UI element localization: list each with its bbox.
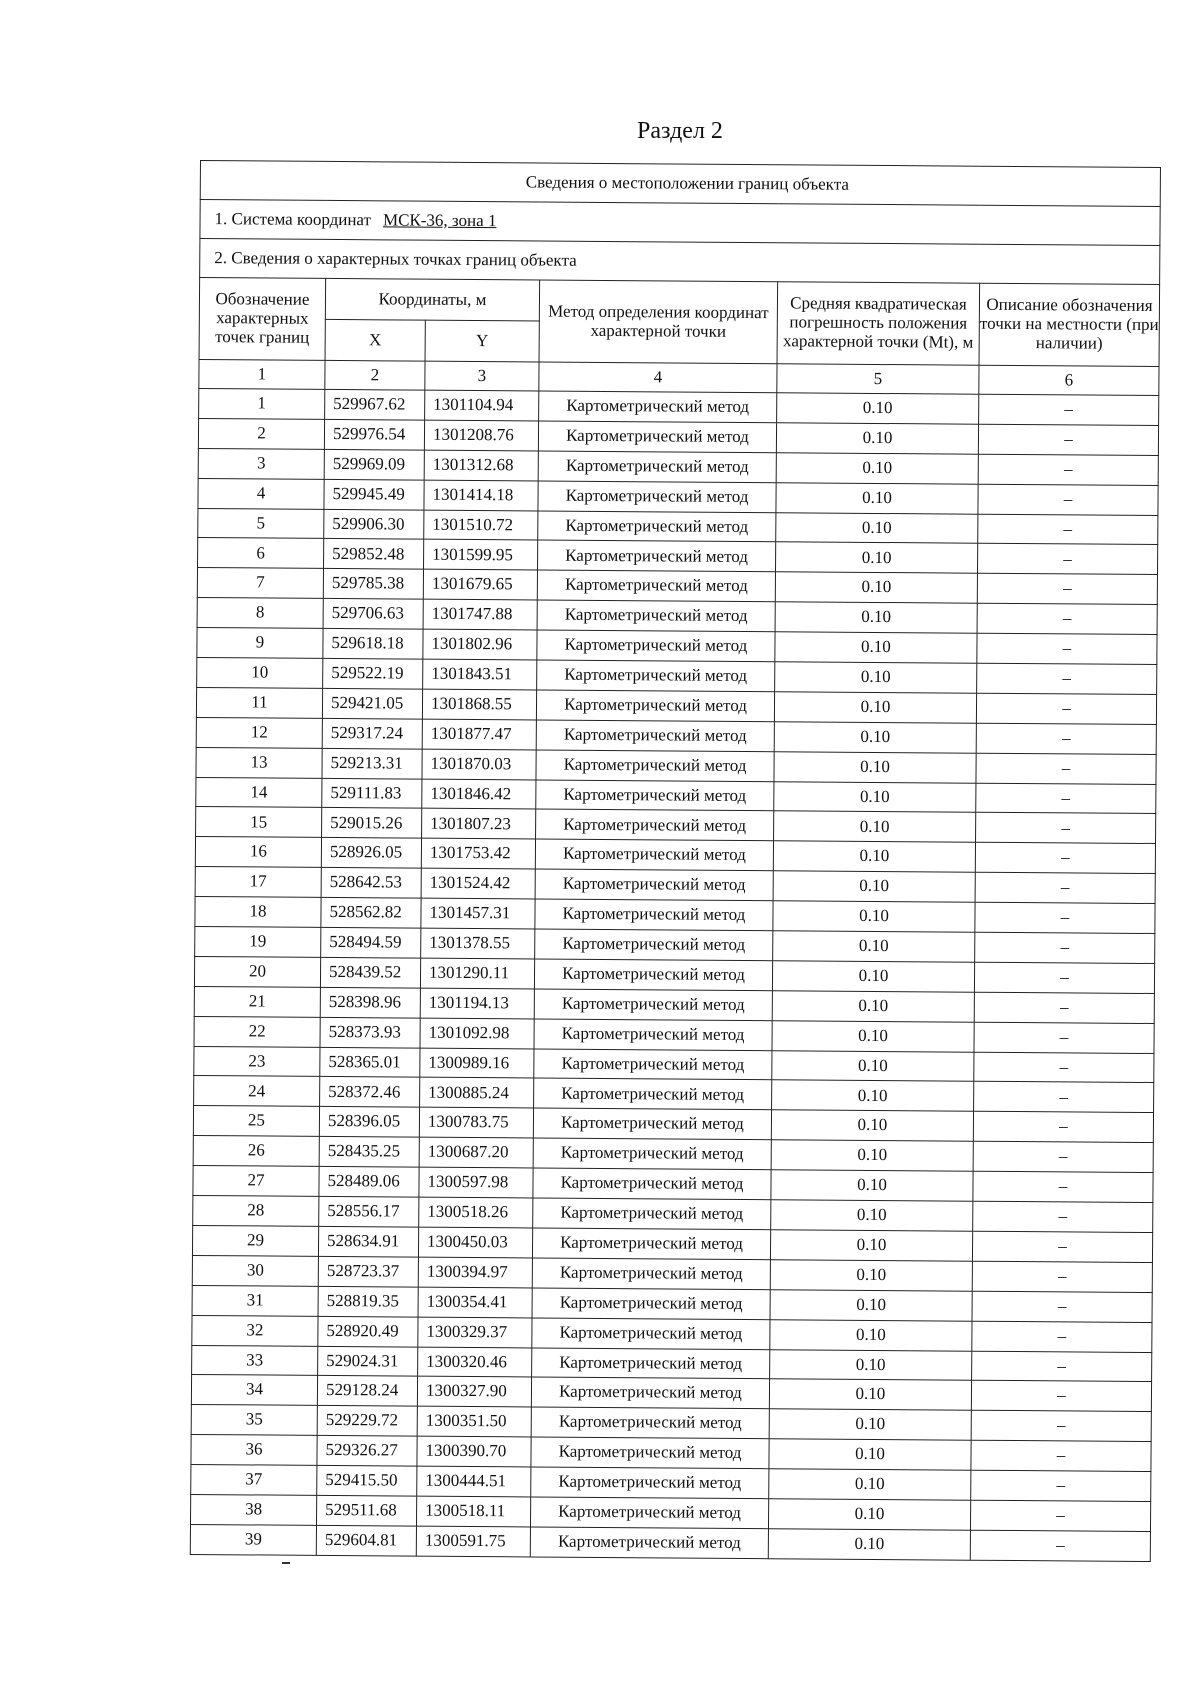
description-cell: –	[976, 783, 1156, 814]
description-cell: –	[978, 484, 1158, 515]
header-method: Метод определения координат характерной точки	[539, 280, 778, 364]
table-row	[190, 1524, 1150, 1561]
error-cell: 0.10	[771, 1200, 973, 1231]
y-coordinate-cell: 1300320.46	[418, 1347, 532, 1378]
y-coordinate-cell: 1301870.03	[422, 749, 536, 780]
y-coordinate-cell: 1301290.11	[420, 958, 534, 989]
x-coordinate-cell: 529852.48	[324, 539, 424, 570]
method-cell: Картометрический метод	[534, 1049, 772, 1081]
y-coordinate-cell: 1300885.24	[420, 1078, 534, 1109]
y-coordinate-cell: 1301877.47	[422, 719, 536, 750]
method-cell: Картометрический метод	[538, 421, 776, 453]
error-cell: 0.10	[771, 1110, 973, 1141]
points-title: 2. Сведения о характерных точках границ объекта	[200, 239, 1160, 285]
method-cell: Картометрический метод	[532, 1347, 770, 1379]
point-number-cell: 15	[196, 807, 322, 838]
y-coordinate-cell: 1301679.65	[423, 569, 537, 600]
y-coordinate-cell: 1300327.90	[417, 1377, 531, 1408]
x-coordinate-cell: 528489.06	[319, 1167, 419, 1198]
description-cell: –	[973, 1171, 1153, 1202]
error-cell: 0.10	[772, 961, 974, 992]
y-coordinate-cell: 1301510.72	[424, 510, 538, 541]
error-cell: 0.10	[774, 751, 976, 782]
description-cell: –	[973, 1201, 1153, 1232]
x-coordinate-cell: 528926.05	[321, 838, 421, 869]
coord-system-value: МСК-36, зона 1	[382, 209, 497, 230]
point-number-cell: 26	[193, 1136, 319, 1167]
header-x: X	[325, 319, 425, 361]
description-cell: –	[972, 1351, 1152, 1382]
point-number-cell: 22	[194, 1016, 320, 1047]
method-cell: Картометрический метод	[531, 1407, 769, 1439]
x-coordinate-cell: 529967.62	[325, 389, 425, 420]
method-cell: Картометрический метод	[538, 540, 776, 572]
error-cell: 0.10	[772, 1080, 974, 1111]
point-number-cell: 29	[192, 1225, 318, 1256]
point-number-cell: 23	[194, 1046, 320, 1077]
point-number-cell: 5	[198, 508, 324, 539]
y-coordinate-cell: 1301208.76	[424, 420, 538, 451]
y-coordinate-cell: 1301312.68	[424, 450, 538, 481]
method-cell: Картометрический метод	[536, 780, 774, 812]
column-number: 2	[325, 360, 425, 390]
point-number-cell: 37	[191, 1465, 317, 1496]
point-number-cell: 18	[195, 897, 321, 928]
method-cell: Картометрический метод	[537, 630, 775, 662]
y-coordinate-cell: 1301194.13	[420, 988, 534, 1019]
error-cell: 0.10	[770, 1349, 972, 1380]
header-description: Описание обозначения точки на местности (при наличии)	[979, 283, 1160, 366]
description-cell: –	[976, 693, 1156, 724]
description-cell: –	[977, 544, 1157, 575]
error-cell: 0.10	[770, 1230, 972, 1261]
description-cell: –	[975, 902, 1155, 933]
description-cell: –	[973, 1112, 1153, 1143]
method-cell: Картометрический метод	[539, 391, 777, 423]
error-cell: 0.10	[773, 901, 975, 932]
column-number: 1	[199, 359, 325, 389]
error-cell: 0.10	[773, 871, 975, 902]
x-coordinate-cell: 529785.38	[323, 569, 423, 600]
error-cell: 0.10	[773, 841, 975, 872]
x-coordinate-cell: 529421.05	[322, 688, 422, 719]
point-number-cell: 24	[194, 1076, 320, 1107]
method-cell: Картометрический метод	[537, 600, 775, 632]
data-rows	[190, 388, 1159, 1561]
method-cell: Картометрический метод	[532, 1258, 770, 1290]
error-cell: 0.10	[775, 632, 977, 663]
description-cell: –	[977, 603, 1157, 634]
x-coordinate-cell: 529326.27	[317, 1436, 417, 1467]
y-coordinate-cell: 1301378.55	[421, 928, 535, 959]
method-cell: Картометрический метод	[538, 511, 776, 543]
description-cell: –	[970, 1530, 1150, 1561]
point-number-cell: 10	[197, 658, 323, 689]
error-cell: 0.10	[775, 542, 977, 573]
y-coordinate-cell: 1300351.50	[417, 1406, 531, 1437]
x-coordinate-cell: 528723.37	[318, 1256, 418, 1287]
error-cell: 0.10	[776, 453, 978, 484]
method-cell: Картометрический метод	[536, 809, 774, 841]
x-coordinate-cell: 529618.18	[323, 629, 423, 660]
error-cell: 0.10	[774, 722, 976, 753]
error-cell: 0.10	[772, 1050, 974, 1081]
y-coordinate-cell: 1300518.26	[419, 1197, 533, 1228]
column-number: 4	[539, 362, 777, 393]
description-cell: –	[971, 1470, 1151, 1501]
error-cell: 0.10	[774, 781, 976, 812]
x-coordinate-cell: 529024.31	[318, 1346, 418, 1377]
description-cell: –	[978, 514, 1158, 545]
y-coordinate-cell: 1300329.37	[418, 1317, 532, 1348]
description-cell: –	[974, 1052, 1154, 1083]
page-title: Раздел 2	[637, 118, 723, 144]
description-cell: –	[975, 932, 1155, 963]
x-coordinate-cell: 528373.93	[320, 1017, 420, 1048]
x-coordinate-cell: 529906.30	[324, 509, 424, 540]
header-point-id: Обозначение характерных точек границ	[199, 278, 326, 361]
point-number-cell: 3	[198, 448, 324, 479]
point-number-cell: 31	[192, 1285, 318, 1316]
y-coordinate-cell: 1300444.51	[417, 1466, 531, 1497]
y-coordinate-cell: 1301868.55	[422, 689, 536, 720]
header-row-1	[199, 278, 1159, 326]
column-number: 6	[979, 365, 1159, 395]
error-cell: 0.10	[776, 512, 978, 543]
x-coordinate-cell: 529969.09	[324, 449, 424, 480]
method-cell: Картометрический метод	[534, 1078, 772, 1110]
y-coordinate-cell: 1301414.18	[424, 480, 538, 511]
x-coordinate-cell: 528920.49	[318, 1316, 418, 1347]
error-cell: 0.10	[769, 1469, 971, 1500]
x-coordinate-cell: 528439.52	[320, 957, 420, 988]
point-number-cell: 39	[190, 1524, 316, 1555]
description-cell: –	[974, 962, 1154, 993]
description-cell: –	[975, 843, 1155, 874]
description-cell: –	[972, 1321, 1152, 1352]
point-number-cell: 34	[191, 1375, 317, 1406]
x-coordinate-cell: 529229.72	[317, 1406, 417, 1437]
error-cell: 0.10	[769, 1409, 971, 1440]
x-coordinate-cell: 528642.53	[321, 868, 421, 899]
description-cell: –	[974, 1082, 1154, 1113]
y-coordinate-cell: 1300597.98	[419, 1167, 533, 1198]
y-coordinate-cell: 1300591.75	[416, 1526, 530, 1557]
scan-mark	[282, 1562, 290, 1564]
y-coordinate-cell: 1301807.23	[422, 809, 536, 840]
y-coordinate-cell: 1301846.42	[422, 779, 536, 810]
error-cell: 0.10	[770, 1289, 972, 1320]
x-coordinate-cell: 528435.25	[319, 1137, 419, 1168]
method-cell: Картометрический метод	[535, 839, 773, 871]
error-cell: 0.10	[769, 1379, 971, 1410]
point-number-cell: 36	[191, 1435, 317, 1466]
point-number-cell: 38	[190, 1494, 316, 1525]
point-number-cell: 1	[199, 388, 325, 419]
method-cell: Картометрический метод	[538, 451, 776, 483]
description-cell: –	[977, 574, 1157, 605]
description-cell: –	[971, 1410, 1151, 1441]
x-coordinate-cell: 529522.19	[323, 658, 423, 689]
method-cell: Картометрический метод	[533, 1138, 771, 1170]
description-cell: –	[976, 813, 1156, 844]
x-coordinate-cell: 528634.91	[318, 1226, 418, 1257]
y-coordinate-cell: 1300687.20	[419, 1137, 533, 1168]
point-number-cell: 7	[197, 568, 323, 599]
y-coordinate-cell: 1301843.51	[423, 659, 537, 690]
y-coordinate-cell: 1300783.75	[419, 1108, 533, 1139]
column-number: 5	[777, 364, 979, 394]
error-cell: 0.10	[774, 811, 976, 842]
x-coordinate-cell: 529511.68	[316, 1495, 416, 1526]
column-number: 3	[425, 361, 539, 391]
description-cell: –	[975, 872, 1155, 903]
x-coordinate-cell: 528372.46	[320, 1077, 420, 1108]
description-cell: –	[973, 1141, 1153, 1172]
header-coords: Координаты, м	[325, 278, 539, 321]
method-cell: Картометрический метод	[532, 1318, 770, 1350]
method-cell: Картометрический метод	[535, 929, 773, 961]
method-cell: Картометрический метод	[534, 989, 772, 1021]
description-cell: –	[971, 1440, 1151, 1471]
header-y: Y	[425, 320, 539, 362]
y-coordinate-cell: 1301104.94	[425, 390, 539, 421]
error-cell: 0.10	[777, 393, 979, 424]
error-cell: 0.10	[771, 1170, 973, 1201]
x-coordinate-cell: 528819.35	[318, 1286, 418, 1317]
point-number-cell: 8	[197, 598, 323, 629]
error-cell: 0.10	[771, 1140, 973, 1171]
method-cell: Картометрический метод	[536, 720, 774, 752]
description-cell: –	[972, 1291, 1152, 1322]
method-cell: Картометрический метод	[536, 750, 774, 782]
description-cell: –	[974, 1022, 1154, 1053]
method-cell: Картометрический метод	[533, 1198, 771, 1230]
method-cell: Картометрический метод	[534, 959, 772, 991]
y-coordinate-cell: 1301524.42	[421, 868, 535, 899]
error-cell: 0.10	[770, 1319, 972, 1350]
method-cell: Картометрический метод	[531, 1377, 769, 1409]
x-coordinate-cell: 529213.31	[322, 748, 422, 779]
point-number-cell: 6	[198, 538, 324, 569]
error-cell: 0.10	[772, 991, 974, 1022]
point-number-cell: 30	[192, 1255, 318, 1286]
method-cell: Картометрический метод	[537, 570, 775, 602]
description-cell: –	[971, 1381, 1151, 1412]
point-number-cell: 19	[195, 927, 321, 958]
method-cell: Картометрический метод	[534, 1019, 772, 1051]
method-cell: Картометрический метод	[533, 1108, 771, 1140]
point-number-cell: 4	[198, 478, 324, 509]
error-cell: 0.10	[773, 931, 975, 962]
y-coordinate-cell: 1300450.03	[418, 1227, 532, 1258]
method-cell: Картометрический метод	[532, 1288, 770, 1320]
method-cell: Картометрический метод	[530, 1527, 768, 1559]
x-coordinate-cell: 529128.24	[317, 1376, 417, 1407]
method-cell: Картометрический метод	[533, 1168, 771, 1200]
x-coordinate-cell: 528562.82	[321, 898, 421, 929]
error-cell: 0.10	[776, 423, 978, 454]
x-coordinate-cell: 529317.24	[322, 718, 422, 749]
point-number-cell: 17	[195, 867, 321, 898]
point-number-cell: 21	[194, 986, 320, 1017]
point-number-cell: 27	[193, 1166, 319, 1197]
point-number-cell: 9	[197, 628, 323, 659]
error-cell: 0.10	[768, 1499, 970, 1530]
point-number-cell: 14	[196, 777, 322, 808]
point-number-cell: 16	[195, 837, 321, 868]
boundary-points-table	[190, 160, 1161, 1562]
point-number-cell: 11	[196, 687, 322, 718]
error-cell: 0.10	[775, 572, 977, 603]
error-cell: 0.10	[776, 482, 978, 513]
error-cell: 0.10	[768, 1529, 970, 1560]
table-title: Сведения о местоположении границ объекта	[200, 161, 1160, 207]
error-cell: 0.10	[775, 602, 977, 633]
description-cell: –	[977, 633, 1157, 664]
point-number-cell: 28	[193, 1196, 319, 1227]
method-cell: Картометрический метод	[532, 1228, 770, 1260]
x-coordinate-cell: 529706.63	[323, 599, 423, 630]
y-coordinate-cell: 1301753.42	[421, 839, 535, 870]
method-cell: Картометрический метод	[531, 1437, 769, 1469]
description-cell: –	[972, 1231, 1152, 1262]
point-number-cell: 12	[196, 717, 322, 748]
error-cell: 0.10	[772, 1020, 974, 1051]
x-coordinate-cell: 529015.26	[322, 808, 422, 839]
description-cell: –	[972, 1261, 1152, 1292]
coord-system-label: 1. Система координат	[214, 208, 372, 229]
y-coordinate-cell: 1301457.31	[421, 898, 535, 929]
description-cell: –	[977, 663, 1157, 694]
method-cell: Картометрический метод	[537, 660, 775, 692]
description-cell: –	[970, 1500, 1150, 1531]
y-coordinate-cell: 1301599.95	[424, 540, 538, 571]
point-number-cell: 25	[193, 1106, 319, 1137]
x-coordinate-cell: 528396.05	[319, 1107, 419, 1138]
x-coordinate-cell: 529415.50	[317, 1465, 417, 1496]
y-coordinate-cell: 1300390.70	[417, 1436, 531, 1467]
y-coordinate-cell: 1300989.16	[420, 1048, 534, 1079]
error-cell: 0.10	[775, 662, 977, 693]
x-coordinate-cell: 529945.49	[324, 479, 424, 510]
y-coordinate-cell: 1300354.41	[418, 1287, 532, 1318]
description-cell: –	[978, 424, 1158, 455]
method-cell: Картометрический метод	[535, 869, 773, 901]
point-number-cell: 13	[196, 747, 322, 778]
description-cell: –	[978, 454, 1158, 485]
point-number-cell: 20	[194, 956, 320, 987]
description-cell: –	[976, 753, 1156, 784]
y-coordinate-cell: 1301092.98	[420, 1018, 534, 1049]
point-number-cell: 35	[191, 1405, 317, 1436]
error-cell: 0.10	[770, 1260, 972, 1291]
point-number-cell: 32	[192, 1315, 318, 1346]
method-cell: Картометрический метод	[530, 1497, 768, 1529]
description-cell: –	[976, 723, 1156, 754]
point-number-cell: 2	[198, 418, 324, 449]
description-cell: –	[974, 992, 1154, 1023]
method-cell: Картометрический метод	[536, 690, 774, 722]
y-coordinate-cell: 1301802.96	[423, 629, 537, 660]
method-cell: Картометрический метод	[538, 481, 776, 513]
y-coordinate-cell: 1300394.97	[418, 1257, 532, 1288]
x-coordinate-cell: 528494.59	[321, 927, 421, 958]
header-error: Средняя квадратическая погрешность положения характерной точки (Mt), м	[777, 282, 980, 365]
error-cell: 0.10	[774, 692, 976, 723]
x-coordinate-cell: 528365.01	[320, 1047, 420, 1078]
x-coordinate-cell: 529976.54	[324, 419, 424, 450]
y-coordinate-cell: 1300518.11	[416, 1496, 530, 1527]
point-number-cell: 33	[192, 1345, 318, 1376]
method-cell: Картометрический метод	[531, 1467, 769, 1499]
y-coordinate-cell: 1301747.88	[423, 599, 537, 630]
error-cell: 0.10	[769, 1439, 971, 1470]
x-coordinate-cell: 529111.83	[322, 778, 422, 809]
x-coordinate-cell: 529604.81	[316, 1525, 416, 1556]
x-coordinate-cell: 528556.17	[319, 1196, 419, 1227]
description-cell: –	[979, 394, 1159, 425]
method-cell: Картометрический метод	[535, 899, 773, 931]
x-coordinate-cell: 528398.96	[320, 987, 420, 1018]
